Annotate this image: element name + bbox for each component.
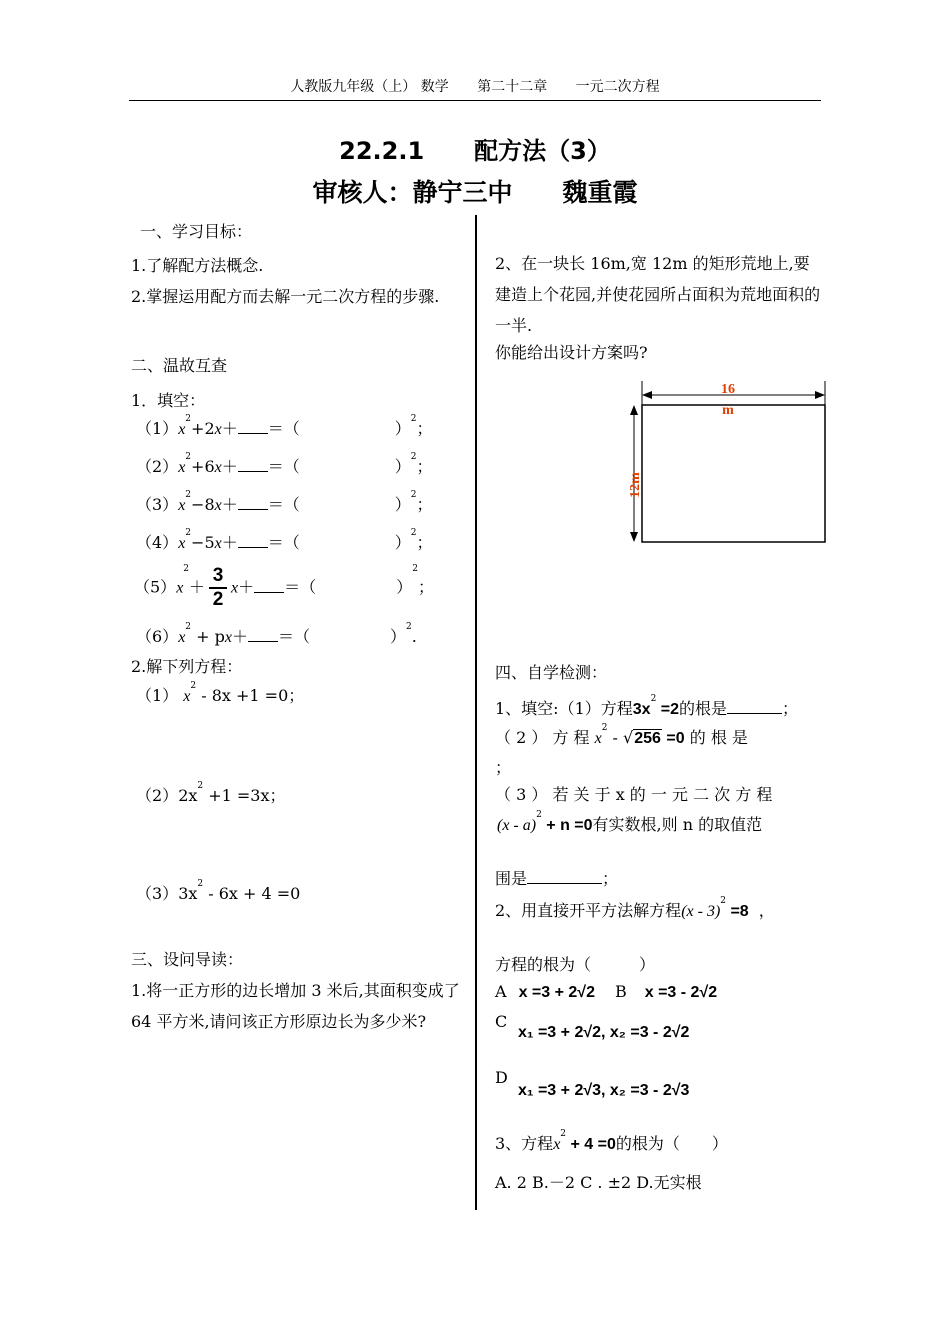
guide-question-1: 1.将一正方形的边长增加 3 米后,其面积变成了 64 平方米,请问该正方形原边长为多少米? bbox=[131, 981, 460, 1031]
arrow-head-left bbox=[642, 391, 652, 399]
arrow-head-right bbox=[815, 391, 825, 399]
title-number: 22.2.1 bbox=[339, 137, 425, 165]
goal-2: 2.掌握运用配方而去解一元二次方程的步骤. bbox=[131, 287, 440, 306]
section-goals-title: 一、学习目标： bbox=[140, 222, 253, 241]
fill-item-6: $(6)x^2 + px+$ ＝（ ）$^2$. bbox=[136, 622, 417, 646]
question-2-ask: 你能给出设计方案吗? bbox=[495, 343, 648, 362]
solve-eq-2: $(2)2x^2 +1 =3x$； bbox=[136, 781, 286, 805]
check-2-roots: 方程的根为（ ） bbox=[495, 955, 656, 974]
title-name: 配方法（3） bbox=[474, 137, 611, 165]
field-rectangle bbox=[642, 405, 825, 542]
header-chapter: 第二十二章 bbox=[477, 79, 548, 95]
section-guide-title: 三、设问导读： bbox=[131, 950, 244, 969]
fill-item-2: $(2)x^2+6x+$ ＝（ ）$^2$； bbox=[136, 452, 433, 476]
length-label-a: 16 bbox=[721, 382, 735, 397]
goal-1: 1.了解配方法概念. bbox=[131, 256, 264, 275]
length-label-b: m bbox=[722, 403, 734, 418]
reviewer-name: 魏重霞 bbox=[562, 178, 638, 207]
rectangle-diagram bbox=[620, 375, 835, 550]
question-2-text: 2、在一块长 16m,宽 12m 的矩形荒地上,要建造上个花园,并使花园所占面积为荒地面积的一半. bbox=[495, 254, 821, 335]
check-2: 2、用直接开平方法解方程(x - 3)$^2$ =8 ， bbox=[495, 896, 775, 920]
check-1a: 1、填空:（1）方程$3x^2 =2$的根是 ； bbox=[495, 694, 799, 718]
column-divider bbox=[475, 215, 477, 1210]
option-a-b: A x =3 + 2√2 B x =3 - 2√2 bbox=[495, 982, 718, 1001]
arrow-head-bottom bbox=[630, 532, 638, 542]
solve-title: 2.解下列方程： bbox=[131, 657, 243, 676]
check-1b: （ 2 ） 方 程 $x^2 - √256 =0$ 的 根 是 bbox=[495, 723, 748, 747]
section-selftest-title: 四、自学检测： bbox=[495, 663, 608, 682]
page-title bbox=[0, 131, 950, 166]
check-1b-end: ； bbox=[495, 758, 512, 777]
page-header bbox=[129, 76, 821, 101]
option-d-eq: x₁ =3 + 2√3, x₂ =3 - 2√3 bbox=[518, 1082, 690, 1099]
header-book: 人教版九年级（上） 数学 bbox=[290, 79, 449, 95]
option-c-eq: x₁ =3 + 2√2, x₂ =3 - 2√2 bbox=[518, 1024, 690, 1041]
fill-item-3: $(3)x^2-8x+$ ＝（ ）$^2$； bbox=[136, 490, 433, 514]
fill-item-1: $(1)x^2+2x+$ ＝（ ）$^2$； bbox=[136, 414, 433, 438]
option-c-label: C bbox=[495, 1012, 508, 1031]
check-3-options: A. 2 B.－2 C . ±2 D.无实根 bbox=[495, 1173, 702, 1192]
header-unit: 一元二次方程 bbox=[575, 79, 660, 95]
section-review-title: 二、温故互查 bbox=[131, 356, 228, 375]
check-1c-range: 围是 ； bbox=[495, 869, 619, 888]
solve-eq-3: $(3)3x^2 - 6x + 4 =0$ bbox=[136, 879, 301, 903]
page-subtitle bbox=[0, 173, 950, 209]
option-d-label: D bbox=[495, 1068, 508, 1087]
check-3: 3、方程$x^2 + 4 =0$的根为（ ） bbox=[495, 1129, 728, 1153]
check-1c-eq: (x - a)$^2$ + n =0有实数根,则 n 的取值范 bbox=[497, 810, 763, 834]
check-1c: （ 3 ） 若 关 于 x 的 一 元 二 次 方 程 bbox=[495, 785, 773, 804]
reviewer-label: 审核人：静宁三中 bbox=[312, 178, 513, 207]
fraction-3-2: $\frac{3}{2}$ bbox=[209, 566, 227, 610]
fill-in-title: 1．填空： bbox=[131, 391, 206, 410]
solve-eq-1: （1） $x^2 - 8x +1 =0$； bbox=[136, 681, 305, 705]
fill-item-4: $(4)x^2-5x+$ ＝（ ）$^2$； bbox=[136, 528, 433, 552]
arrow-head-top bbox=[630, 405, 638, 415]
fill-item-5: $(5)x^2+ \frac{3}{2} x+$ ＝（ ）$^2$； bbox=[134, 564, 434, 610]
width-label: 12m bbox=[628, 472, 643, 498]
